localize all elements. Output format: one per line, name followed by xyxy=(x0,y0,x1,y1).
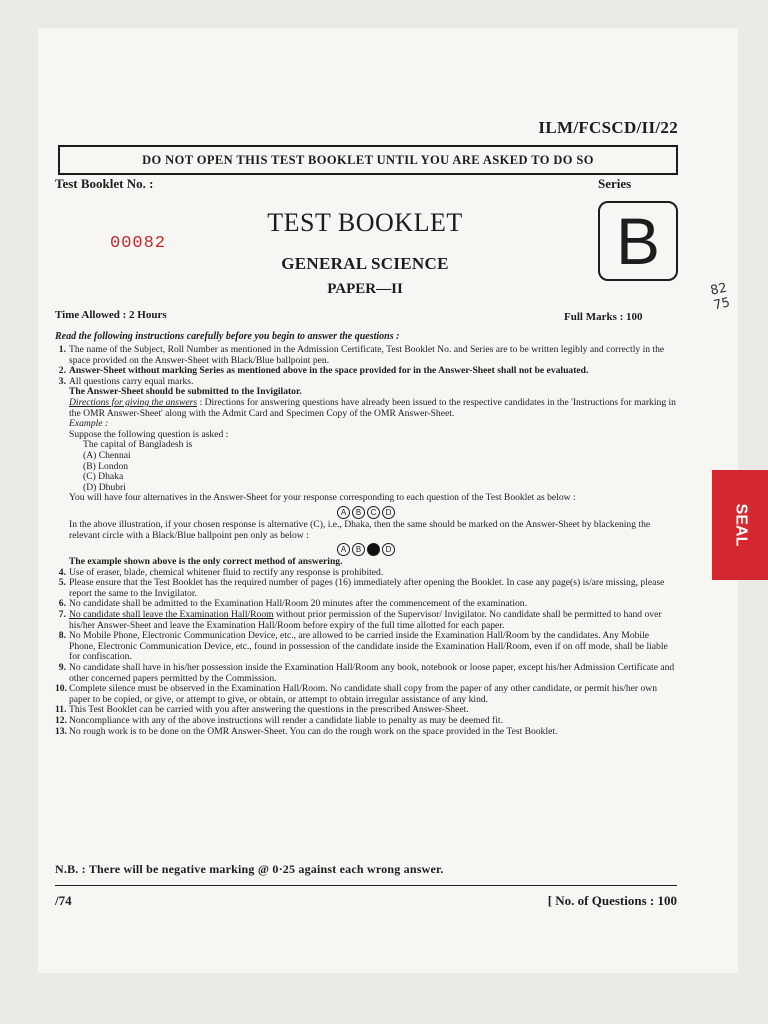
instruction-item: 9. No candidate shall have in his/her possession inside the Examination Hall/Room any book, notebook or loose paper, except his/her Admission Certificate and other concerned papers permitted by the Commission. xyxy=(55,663,677,684)
instruction-item: 10. Complete silence must be observed in the Examination Hall/Room. No candidate shall copy from the paper of any other candidate, or permit his/her own paper to be copied, or give, or attempt to give, or obtain, or attempt to obtain irregular assistance of any kind. xyxy=(55,684,677,705)
instruction-text xyxy=(69,610,677,631)
time-allowed: Time Allowed : 2 Hours xyxy=(55,309,167,321)
bubble-row-empty xyxy=(55,506,677,519)
directions xyxy=(55,398,677,419)
seal-label: SEAL xyxy=(731,503,749,547)
handwritten-margin-note: 82 75 xyxy=(709,280,732,314)
bubble-c: C xyxy=(367,506,380,519)
instruction-text: This Test Booklet can be carried with you after answering the questions in the prescribed Answer-Sheet. xyxy=(69,704,469,716)
serial-number: 00082 xyxy=(110,234,167,253)
series-value: B xyxy=(615,204,661,278)
bubble-a: A xyxy=(337,506,350,519)
instruction-item: 12. Noncompliance with any of the above instructions will render a candidate liable to penalty as may be deemed fit. xyxy=(55,716,677,727)
seal-tab xyxy=(712,470,768,580)
instruction-text: No Mobile Phone, Electronic Communication Device, etc., are allowed to be carried inside the Examination Hall/Room by the candidates. Any Mobile Phone, Electronic Communication Device, etc., found in possession of the candidate inside the Examination Hall/Room, even if on off mode, shall be liable for confiscation. xyxy=(69,630,668,663)
instruction-item: 4. Use of eraser, blade, chemical whitener fluid to rectify any response is prohibited. xyxy=(55,568,677,579)
instruction-item: 3. All questions carry equal marks. xyxy=(55,377,677,388)
bubble-b: B xyxy=(352,506,365,519)
page-count: /74 xyxy=(55,893,72,908)
example-option: (D) Dhubri xyxy=(83,481,126,493)
booklet-no-label: Test Booklet No. : xyxy=(55,176,154,191)
instruction-item: 2. Answer-Sheet without marking Series as mentioned above in the space provided for in the Answer-Sheet shall not be evaluated. xyxy=(55,366,677,377)
subject-title: GENERAL SCIENCE xyxy=(281,254,449,273)
instruction-item: 7. No candidate shall leave the Examination Hall/Room without prior permission of the Supervisor/ Invigilator. No candidate shall be permitted to hand over his/her Answer-Sheet and leave the Examination Hall/Room before expiry of the full time allotted for each paper. xyxy=(55,610,677,631)
instruction-text: All questions carry equal marks. xyxy=(69,375,194,387)
instruction-text: No candidate shall be admitted to the Examination Hall/Room 20 minutes after the commencement of the examination. xyxy=(69,598,527,610)
footer-divider xyxy=(55,885,677,886)
example-label: Example : xyxy=(69,418,109,430)
instruction-text: Answer-Sheet without marking Series as mentioned above in the space provided for in the Answer-Sheet shall not be evaluated. xyxy=(69,365,589,377)
illustration-text: In the above illustration, if your chosen response is alternative (C), i.e., Dhaka, then the same should be marked on the Answer-Sheet by blackening the relevant circle with a Black/Blue ballpoint pen only as below : xyxy=(69,518,651,541)
four-alternatives-text: You will have four alternatives in the Answer-Sheet for your response corresponding to each question of the Test Booklet as below : xyxy=(69,492,576,504)
instruction-item: 6. No candidate shall be admitted to the Examination Hall/Room 20 minutes after the commencement of the examination. xyxy=(55,599,677,610)
full-marks: Full Marks : 100 xyxy=(564,311,643,323)
instruction-item: 11. This Test Booklet can be carried with you after answering the questions in the prescribed Answer-Sheet. xyxy=(55,705,677,716)
bubble-d: D xyxy=(382,543,395,556)
bubble-row-filled xyxy=(55,543,677,556)
example-option: (B) London xyxy=(83,460,129,472)
example-intro: Suppose the following question is asked : xyxy=(69,428,229,440)
paper-title: PAPER—II xyxy=(327,281,403,297)
instruction-text: No candidate shall have in his/her possession inside the Examination Hall/Room any book, notebook or loose paper, except his/her Admission Certificate and other concerned papers permitted by the Commission. xyxy=(69,662,675,684)
negative-marking-note: N.B. : There will be negative marking @ 0·25 against each wrong answer. xyxy=(55,862,444,876)
bubble-c-filled: C xyxy=(367,543,380,556)
instruction-text: Complete silence must be observed in the Examination Hall/Room. No candidate shall copy from the paper of any other candidate, or permit his/her own paper to be copied, or give, or attempt to give, or obtain, or attempt to obtain irregular assistance of any kind. xyxy=(69,683,657,705)
instruction-text: Use of eraser, blade, chemical whitener fluid to rectify any response is prohibited. xyxy=(69,566,384,578)
instructions-heading: Read the following instructions carefully before you begin to answer the questions : xyxy=(55,331,400,342)
instruction-item: 1. The name of the Subject, Roll Number as mentioned in the Admission Certificate, Test Booklet No. and Series are to be written legibly and correctly in the space provided on the Answer-Sheet with Black/Blue ballpoint pen. xyxy=(55,345,677,366)
instruction-text: Please ensure that the Test Booklet has the required number of pages (16) immediately after opening the Booklet. In case any page(s) is/are missing, please report the same to the Invigilator. xyxy=(69,577,665,599)
series-box xyxy=(598,201,678,281)
booklet-title: TEST BOOKLET xyxy=(267,208,463,237)
number-of-questions: [ No. of Questions : 100 xyxy=(547,893,677,908)
submit-note: The Answer-Sheet should be submitted to the Invigilator. xyxy=(69,386,302,398)
example-option: (C) Dhaka xyxy=(83,471,124,483)
exam-code: ILM/FCSCD/II/22 xyxy=(538,118,678,137)
instruction-item: 5. Please ensure that the Test Booklet has the required number of pages (16) immediately after opening the Booklet. In case any page(s) is/are missing, please report the same to the Invigilator. xyxy=(55,578,677,599)
example-question: The capital of Bangladesh is xyxy=(83,439,193,451)
instruction-underline: No candidate shall leave the Examination Hall/Room xyxy=(69,609,274,621)
bubble-b: B xyxy=(352,543,365,556)
instruction-item: 13. No rough work is to be done on the OMR Answer-Sheet. You can do the rough work on the space provided in the Test Booklet. xyxy=(55,727,677,738)
instruction-rest: without prior permission of the Supervisor/ Invigilator. No candidate shall be permitted to hand over his/her Answer-Sheet and leave the Examination Hall/Room before expiry of the full time allotted for each paper. xyxy=(69,609,662,631)
example-option: (A) Chennai xyxy=(83,449,131,461)
series-label: Series xyxy=(598,176,632,191)
instructions-list xyxy=(55,345,677,737)
directions-text: : Directions for answering questions have already been issued to the respective candidates in the 'Instructions for marking in the OMR Answer-Sheet' along with the Admit Card and Specimen Copy of the OMR Answer-Sheet. xyxy=(69,396,676,419)
directions-label: Directions for giving the answers xyxy=(69,396,198,408)
instruction-text: Noncompliance with any of the above instructions will render a candidate liable to penalty as may be deemed fit. xyxy=(69,715,503,726)
instruction-text: The name of the Subject, Roll Number as mentioned in the Admission Certificate, Test Booklet No. and Series are to be written legibly and correctly in the space provided on the Answer-Sheet with Black/Blue ballpoint pen. xyxy=(69,344,665,366)
instruction-text: No rough work is to be done on the OMR Answer-Sheet. You can do the rough work on the space provided in the Test Booklet. xyxy=(69,725,558,737)
correct-method-note: The example shown above is the only correct method of answering. xyxy=(69,556,343,568)
instruction-item: 8. No Mobile Phone, Electronic Communication Device, etc., are allowed to be carried inside the Examination Hall/Room by the candidates. Any Mobile Phone, Electronic Communication Device, etc., found in possession of the candidate inside the Examination Hall/Room, even if on off mode, shall be liable for confiscation. xyxy=(55,631,677,663)
warning-banner: DO NOT OPEN THIS TEST BOOKLET UNTIL YOU ARE ASKED TO DO SO xyxy=(58,145,678,175)
bubble-d: D xyxy=(382,506,395,519)
bubble-a: A xyxy=(337,543,350,556)
